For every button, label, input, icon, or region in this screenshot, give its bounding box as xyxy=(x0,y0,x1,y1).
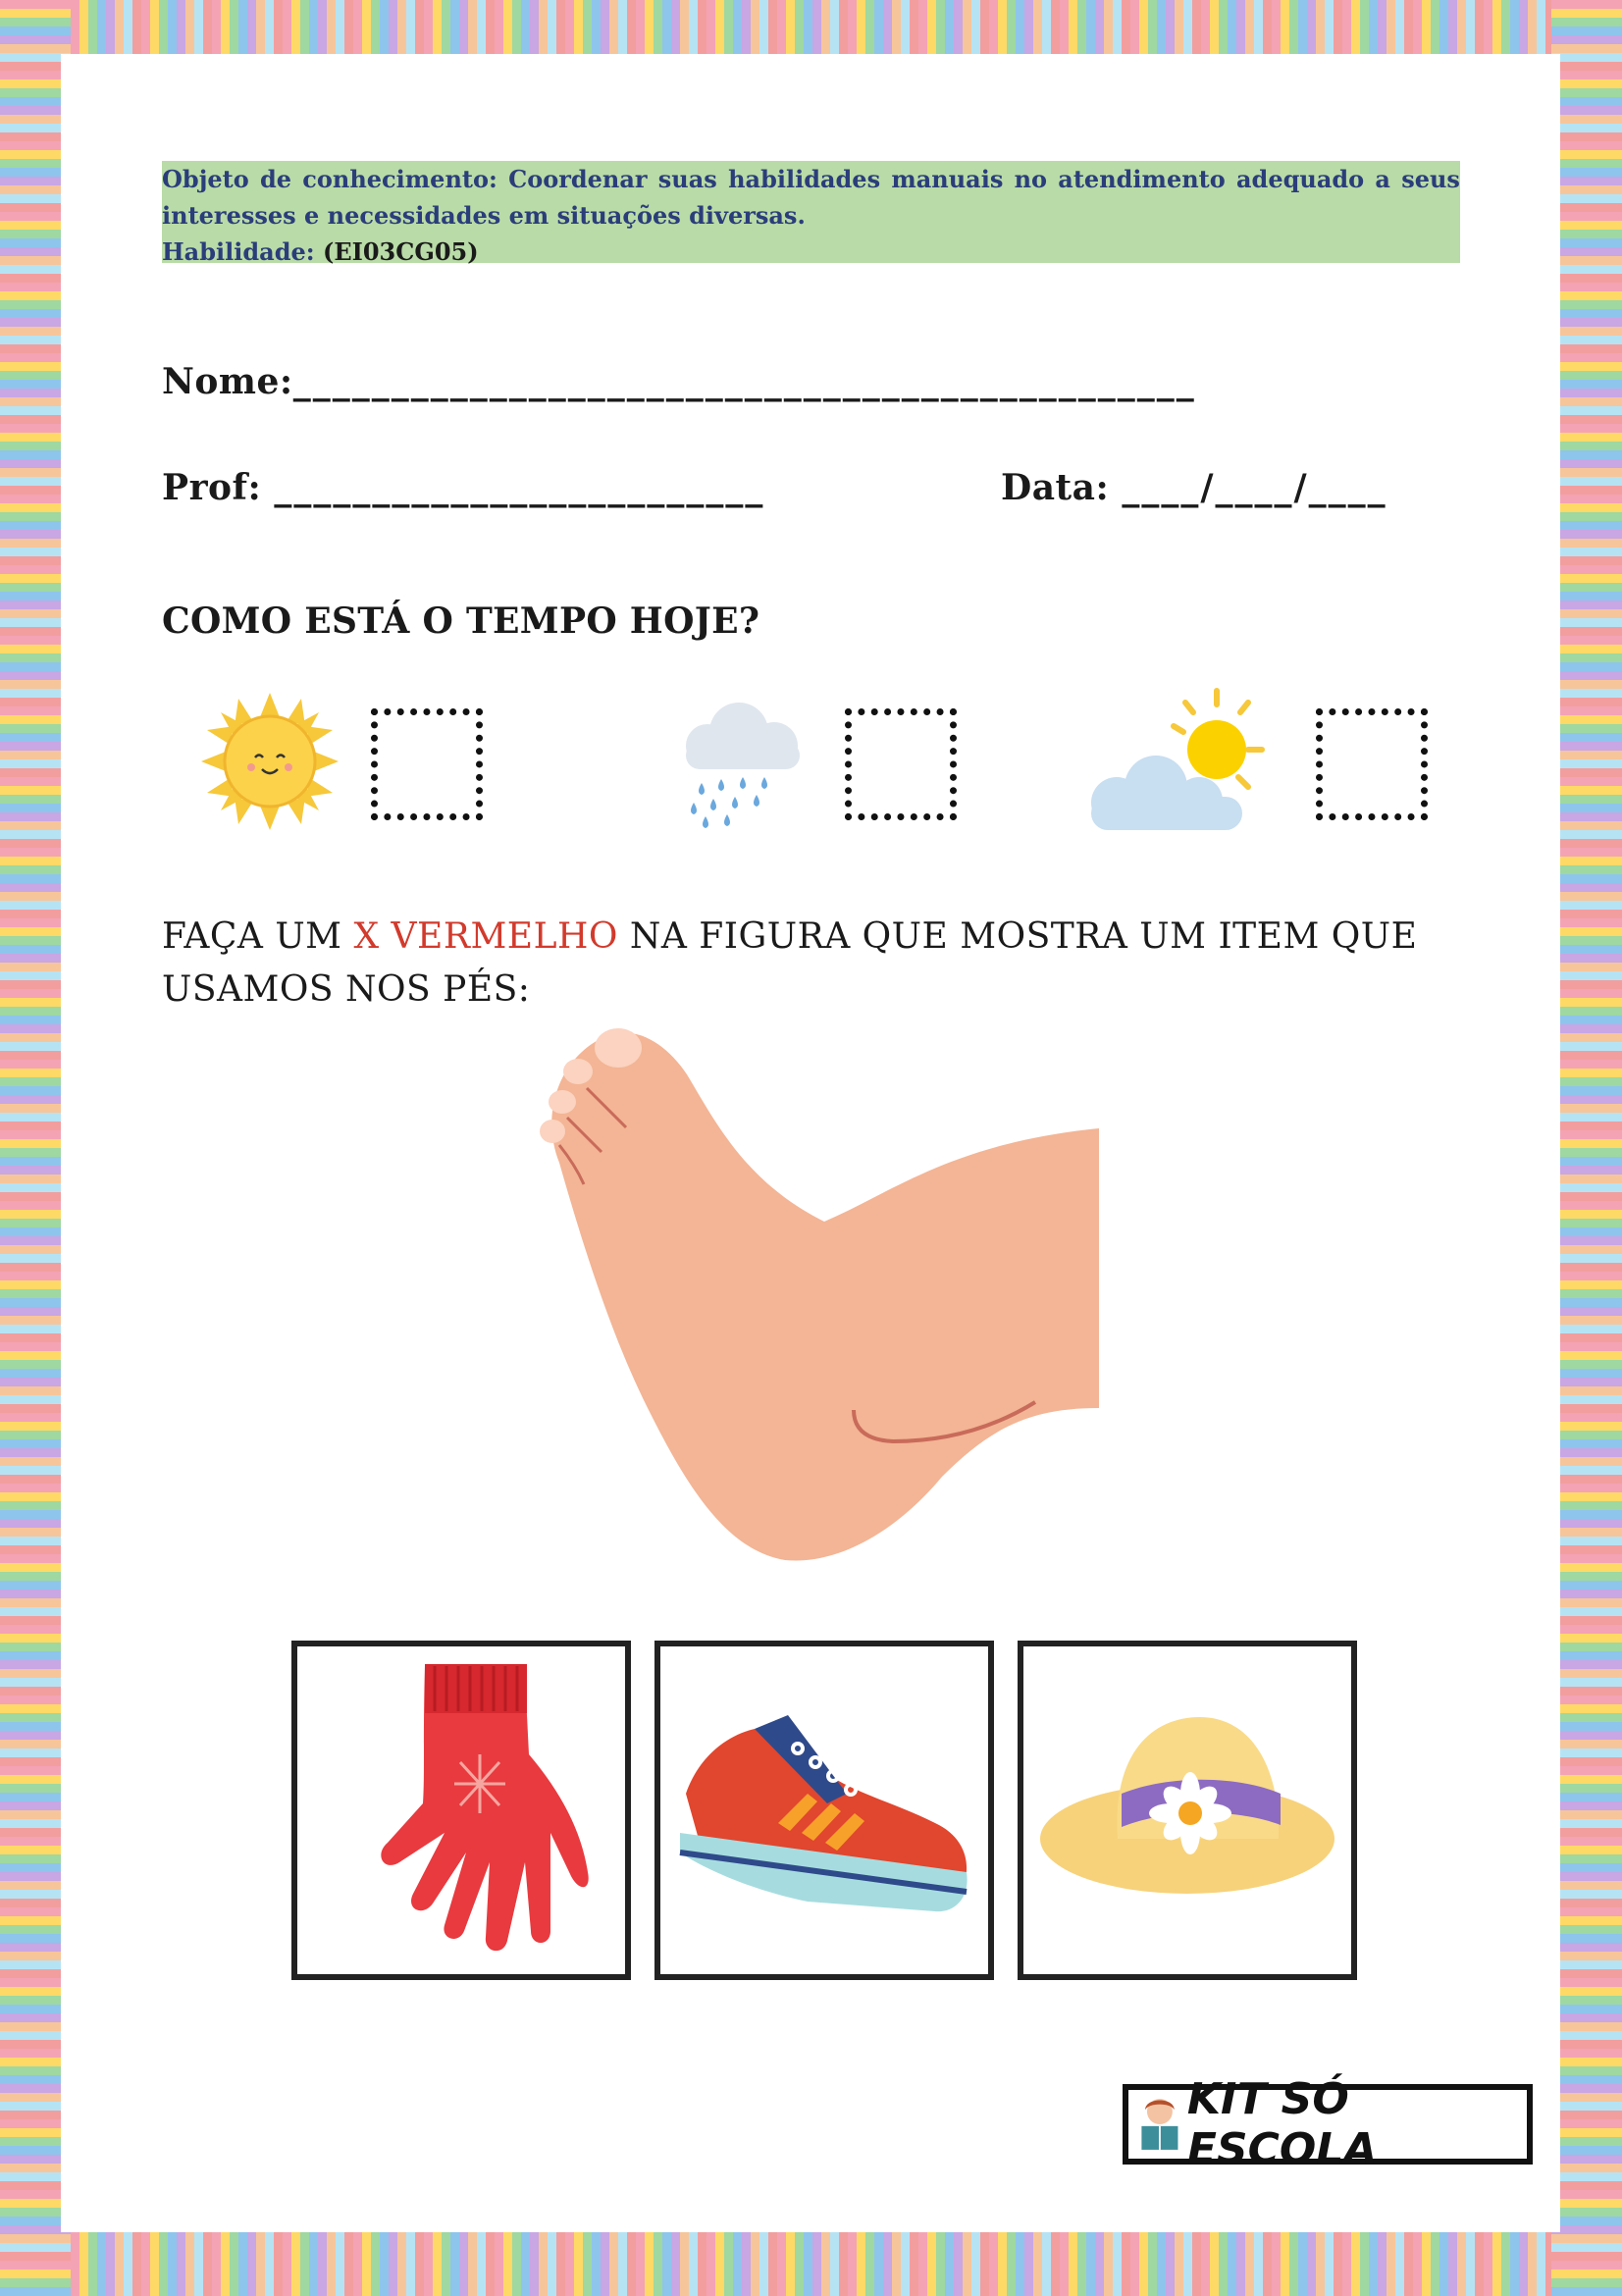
checkbox-rainy[interactable] xyxy=(845,708,957,820)
foot-icon xyxy=(520,1016,1109,1565)
objective-word: no xyxy=(1014,165,1048,193)
sneaker-icon xyxy=(660,1646,988,1974)
nome-field[interactable]: ______________________________________________ xyxy=(292,361,1196,402)
choice-sneaker[interactable] xyxy=(654,1641,994,1980)
data-row xyxy=(1001,467,1387,508)
rain-cloud-icon xyxy=(672,693,810,830)
objective-word: seus xyxy=(1401,165,1460,193)
data-field[interactable]: ____/____/____ xyxy=(1122,467,1387,508)
instruction-text-before: FAÇA UM xyxy=(162,916,354,957)
pencil-border-bottom xyxy=(0,2227,1622,2296)
instruction-text-after: NA FIGURA QUE MOSTRA UM ITEM QUE USAMOS NOS PÉS: xyxy=(162,916,1418,1010)
glove-icon xyxy=(297,1646,625,1974)
objective-word: de xyxy=(259,165,292,193)
habilidade-label: Habilidade: xyxy=(162,237,315,266)
checkbox-partly-cloudy[interactable] xyxy=(1316,708,1428,820)
exercise-instruction xyxy=(162,911,1472,1017)
prof-label: Prof: xyxy=(162,467,262,508)
prof-row xyxy=(162,467,764,508)
objective-line-1 xyxy=(162,161,1460,197)
objective-word: adequado xyxy=(1236,165,1365,193)
brand-name: KIT SÓ ESCOLA xyxy=(1186,2074,1378,2174)
nome-row xyxy=(162,361,1196,402)
objective-word: manuais xyxy=(891,165,1004,193)
objective-word: Objeto xyxy=(162,165,249,193)
data-label: Data: xyxy=(1001,467,1110,508)
objective-word: suas xyxy=(657,165,717,193)
instruction-highlight: X VERMELHO xyxy=(353,916,618,957)
sun-icon xyxy=(201,693,339,830)
partly-cloudy-icon xyxy=(1079,687,1276,834)
habilidade-line xyxy=(162,234,1460,270)
objective-word: habilidades xyxy=(728,165,881,193)
objective-word: Coordenar xyxy=(508,165,648,193)
student-reading-icon xyxy=(1134,2093,1185,2156)
choice-glove[interactable] xyxy=(291,1641,631,1980)
choice-hat[interactable] xyxy=(1018,1641,1357,1980)
hat-icon xyxy=(1023,1646,1351,1974)
objective-word: conhecimento: xyxy=(302,165,497,193)
objective-word: a xyxy=(1375,165,1390,193)
brand-logo xyxy=(1123,2074,1533,2174)
nome-label: Nome: xyxy=(162,361,293,402)
weather-title: COMO ESTÁ O TEMPO HOJE? xyxy=(162,600,760,642)
pencil-border-right xyxy=(1551,0,1622,2296)
objective-box xyxy=(162,161,1460,266)
habilidade-code: (EI03CG05) xyxy=(322,237,479,266)
prof-field[interactable]: _________________________ xyxy=(274,467,765,508)
objective-line-2: interesses e necessidades em situações diversas. xyxy=(162,201,806,230)
checkbox-sunny[interactable] xyxy=(371,708,483,820)
objective-word: atendimento xyxy=(1058,165,1226,193)
